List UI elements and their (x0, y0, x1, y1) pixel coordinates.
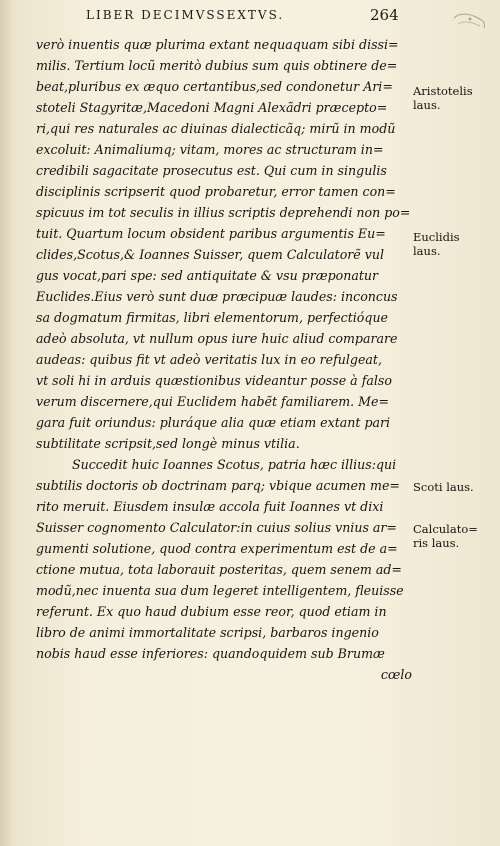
text-line: stoteli Stagyritæ,Macedoni Magni Alexãdri præcepto= (36, 100, 388, 115)
text-line: referunt. Ex quo haud dubium esse reor, quod etiam in (36, 604, 387, 619)
text-line: verò inuentis quæ plurima extant nequaquam sibi dissi= (36, 37, 399, 52)
page-number: 264 (370, 6, 399, 24)
catchword: cœlo (380, 667, 412, 682)
paragraph-start-line: Succedit huic Ioannes Scotus, patria hæc illius:qui (72, 457, 397, 472)
text-line: subtilis doctoris ob doctrinam parq; vbique acumen me= (36, 478, 400, 493)
text-line: subtilitate scripsit,sed longè minus vtilia. (36, 436, 300, 451)
text-line: gumenti solutione, quod contra experimentum est de a= (36, 541, 398, 556)
margin-note-scotus (413, 480, 493, 494)
ink-smudge-icon (450, 8, 490, 34)
margin-note-aristotle (413, 84, 493, 112)
margin-note-calculator (413, 522, 493, 550)
text-line: milis. Tertium locũ meritò dubius sum quis obtinere de= (36, 58, 398, 73)
margin-note-line: laus. (413, 244, 441, 258)
text-line: clides,Scotus,& Ioannes Suisser, quem Calculatorẽ vul (36, 247, 385, 262)
text-line: adeò absoluta, vt nullum opus iure huic aliud comparare (36, 331, 398, 346)
text-line: disciplinis scripserit quod probaretur, error tamen con= (36, 184, 396, 199)
margin-note-line: ris laus. (413, 536, 460, 550)
margin-note-line: Calculato= (413, 522, 478, 536)
text-line: nobis haud esse inferiores: quandoquidem sub Brumæ (36, 646, 385, 661)
running-title: LIBER DECIMVSSEXTVS. (86, 8, 285, 22)
text-line: Suisser cognomento Calculator:in cuius solius vnius ar= (36, 520, 397, 535)
margin-note-euclid (413, 230, 493, 258)
margin-note-line: Scoti laus. (413, 480, 474, 494)
margin-note-line: Aristotelis (413, 84, 473, 98)
text-line: Euclides.Eius verò sunt duæ præcipuæ laudes: inconcus (36, 289, 398, 304)
text-line: beat,pluribus ex æquo certantibus,sed condonetur Ari= (36, 79, 393, 94)
text-line: sa dogmatum firmitas, libri elementorum, perfectióque (36, 310, 389, 325)
main-text-block (36, 34, 412, 685)
text-line: spicuus im tot seculis in illius scriptis deprehendi non po= (36, 205, 411, 220)
text-line: credibili sagacitate prosecutus est. Qui cum in singulis (36, 163, 387, 178)
text-line: modũ,nec inuenta sua dum legeret intelligentem, fleuisse (36, 583, 404, 598)
text-line: rito meruit. Eiusdem insulæ accola fuit Ioannes vt dixi (36, 499, 384, 514)
text-line: verum discernere,qui Euclidem habẽt familiarem. Me= (36, 394, 390, 409)
text-line: gara fuit oriundus: pluráque alia quæ etiam extant pari (36, 415, 391, 430)
text-line: gus vocat,pari spe: sed antiquitate & vsu præponatur (36, 268, 379, 283)
text-line: vt soli hi in arduis quæstionibus videantur posse à falso (36, 373, 392, 388)
page-edge-shadow (0, 0, 14, 846)
margin-note-line: laus. (413, 98, 441, 112)
margin-note-line: Euclidis (413, 230, 460, 244)
text-line: tuit. Quartum locum obsident paribus argumentis Eu= (36, 226, 386, 241)
text-line: audeas: quibus fit vt adeò veritatis lux in eo refulgeat, (36, 352, 382, 367)
text-line: ctione mutua, tota laborauit posteritas, quem senem ad= (36, 562, 402, 577)
text-line: excoluit: Animaliumq; vitam, mores ac structuram in= (36, 142, 384, 157)
text-line: ri,qui res naturales ac diuinas dialecticãq; mirũ in modũ (36, 121, 396, 136)
text-line: libro de animi immortalitate scripsi, barbaros ingenio (36, 625, 379, 640)
